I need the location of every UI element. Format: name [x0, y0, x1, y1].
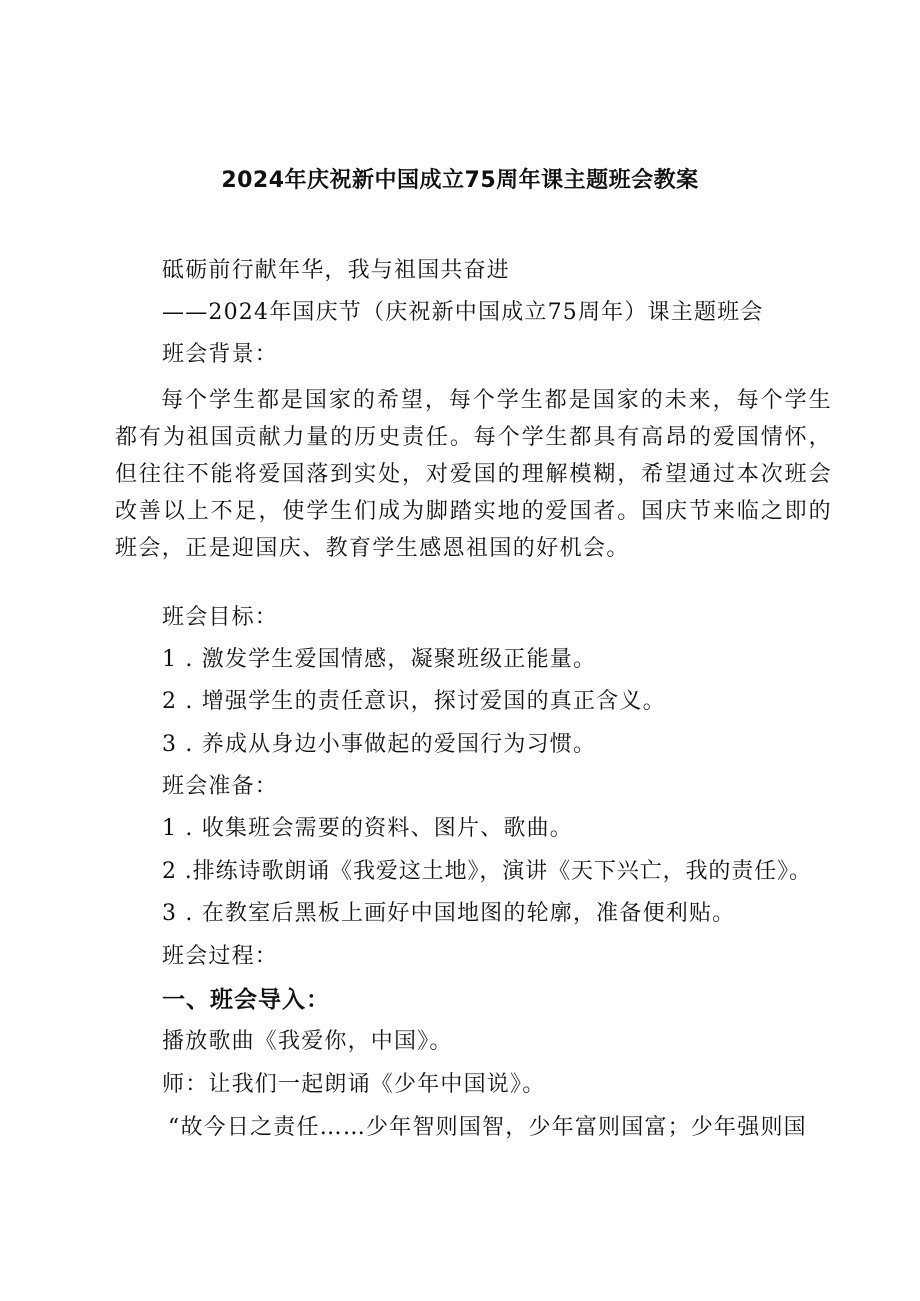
section-1-line: 播放歌曲《我爱你，中国》。 — [162, 1029, 453, 1054]
section-1-line: “故今日之责任……少年智则国智，少年富则国富；少年强则国 — [168, 1115, 807, 1140]
background-paragraph: 每个学生都是国家的希望，每个学生都是国家的未来，每个学生都有为祖国贡献力量的历史责任。每个学生都具有高昂的爱国情怀，但往往不能将爱国落到实处，对爱国的理解模糊，希望通过本次班会改善以上不足，使学生们成为脚踏实地的爱国者。国庆节来临之即的班会，正是迎国庆、教育学生感恩祖国的好机会。 — [115, 388, 832, 561]
prep-item: 2 .排练诗歌朗诵《我爱这土地》，演讲《天下兴亡，我的责任》。 — [162, 859, 812, 884]
document-title: 2024年庆祝新中国成立75周年课主题班会教案 — [221, 168, 699, 193]
prep-item: 3 . 在教室后黑板上画好中国地图的轮廓，准备便利贴。 — [162, 901, 736, 926]
section-1-line: 师：让我们一起朗诵《少年中国说》。 — [162, 1072, 546, 1097]
process-heading: 班会过程： — [162, 944, 279, 969]
prep-item: 1 . 收集班会需要的资料、图片、歌曲。 — [162, 816, 573, 841]
goal-item: 1 . 激发学生爱国情感，凝聚班级正能量。 — [162, 647, 597, 672]
background-heading: 班会背景： — [162, 342, 279, 367]
subtitle-line-2: ——2024年国庆节（庆祝新中国成立75周年）课主题班会 — [162, 300, 764, 325]
prep-heading: 班会准备： — [162, 774, 279, 799]
goals-heading: 班会目标： — [162, 605, 279, 630]
subtitle: 砥砺前行献年华，我与祖国共奋进 — [162, 258, 511, 283]
goal-item: 3 . 养成从身边小事做起的爱国行为习惯。 — [162, 732, 597, 757]
goal-item: 2 . 增强学生的责任意识，探讨爱国的真正含义。 — [162, 689, 666, 714]
section-1-heading: 一、班会导入： — [162, 987, 330, 1013]
